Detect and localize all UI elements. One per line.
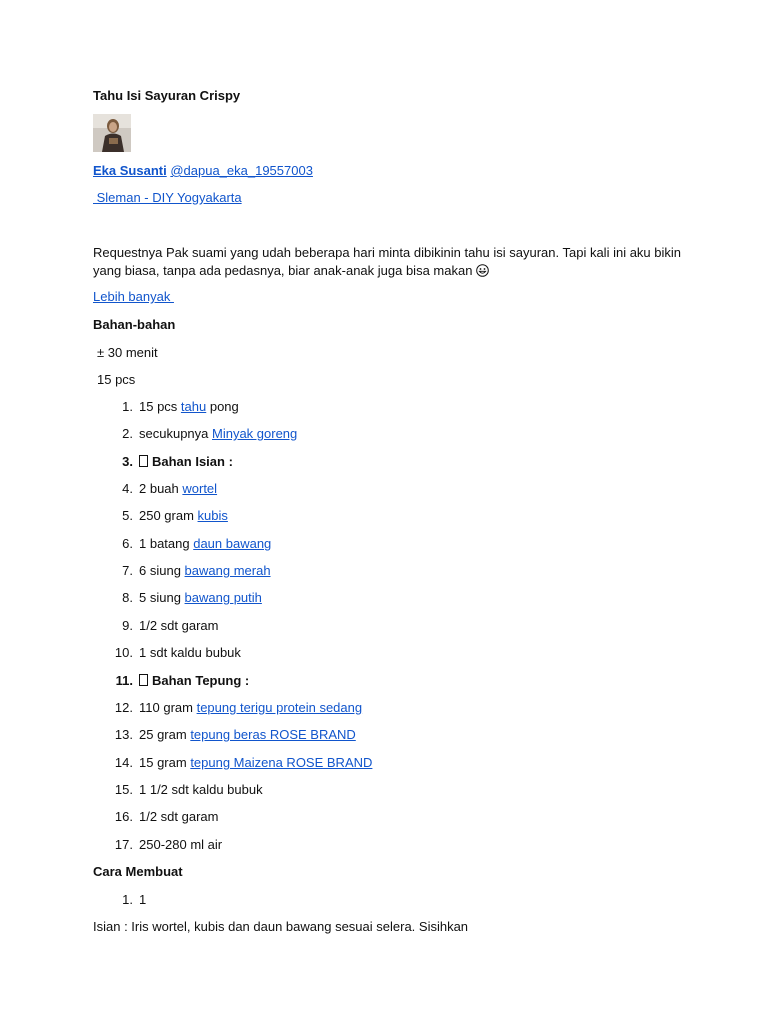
ingredient-item	[93, 644, 241, 662]
author-avatar[interactable]	[93, 114, 131, 152]
ingredient-link[interactable]: kubis	[197, 508, 228, 523]
description-text: Requestnya Pak suami yang udah beberapa hari minta dibikinin tahu isi sayuran. Tapi kali ini aku bikin yang biasa, tanpa ada pedasnya, biar anak-anak juga bisa makan	[93, 245, 681, 278]
ingredient-item	[93, 781, 263, 799]
ingredient-number: 2.	[122, 426, 133, 441]
ingredient-item	[93, 672, 249, 690]
recipe-description	[93, 244, 683, 282]
author-handle-link[interactable]: @dapua_eka_19557003	[170, 163, 313, 178]
ingredient-number: 14.	[114, 755, 133, 770]
location-link[interactable]: Sleman - DIY Yogyakarta	[93, 190, 242, 205]
ingredient-text: 1 1/2 sdt kaldu bubuk	[139, 782, 263, 797]
ingredient-text: 6 siung	[139, 563, 185, 578]
author-location	[93, 189, 242, 207]
ingredient-link[interactable]: wortel	[182, 481, 218, 496]
ingredient-number: 11.	[115, 673, 133, 688]
ingredient-link[interactable]: tepung terigu protein sedang	[196, 700, 363, 715]
ingredient-item	[93, 836, 222, 854]
ingredient-number: 7.	[122, 563, 133, 578]
ingredient-number: 17.	[114, 837, 133, 852]
missing-glyph-box-icon	[139, 455, 148, 467]
step-text: Isian : Iris wortel, kubis dan daun bawang sesuai selera. Sisihkan	[93, 919, 469, 934]
ingredient-number: 8.	[122, 590, 133, 605]
ingredient-text: Bahan Isian :	[152, 454, 233, 469]
ingredient-item	[93, 398, 239, 416]
ingredient-number: 4.	[122, 481, 133, 496]
ingredient-text: Bahan Tepung :	[152, 673, 250, 688]
ingredient-item	[93, 617, 219, 635]
step-item	[93, 891, 146, 909]
ingredient-number: 9.	[122, 618, 133, 633]
ingredient-number: 10.	[114, 645, 133, 660]
grinning-face-icon	[476, 264, 489, 282]
ingredient-item	[93, 726, 356, 744]
ingredient-text: 250-280 ml air	[139, 837, 223, 852]
cook-time: ± 30 menit	[97, 345, 158, 360]
recipe-title: Tahu Isi Sayuran Crispy	[93, 88, 241, 103]
ingredient-number: 6.	[122, 536, 133, 551]
ingredient-item	[93, 754, 372, 772]
step-label: 1	[139, 892, 147, 907]
ingredient-link[interactable]: daun bawang	[193, 536, 272, 551]
ingredient-item	[93, 589, 262, 607]
ingredient-text: 250 gram	[139, 508, 198, 523]
ingredient-item	[93, 562, 271, 580]
ingredient-link[interactable]: tahu	[180, 399, 207, 414]
ingredient-text: 2 buah	[139, 481, 183, 496]
ingredient-item	[93, 535, 271, 553]
ingredient-number: 12.	[114, 700, 133, 715]
author-photo-icon	[93, 114, 131, 152]
ingredient-item	[93, 507, 228, 525]
ingredient-number: 3.	[122, 454, 133, 469]
ingredient-text: 1 batang	[139, 536, 194, 551]
ingredient-suffix: pong	[206, 399, 239, 414]
ingredient-link[interactable]: tepung Maizena ROSE BRAND	[190, 755, 373, 770]
ingredient-text: secukupnya	[139, 426, 212, 441]
ingredient-link[interactable]: bawang putih	[184, 590, 262, 605]
ingredient-text: 15 gram	[139, 755, 191, 770]
ingredient-item	[93, 480, 217, 498]
ingredient-link[interactable]: tepung beras ROSE BRAND	[190, 727, 356, 742]
ingredient-link[interactable]: Minyak goreng	[212, 426, 298, 441]
ingredient-text: 25 gram	[139, 727, 191, 742]
more-link[interactable]: Lebih banyak	[93, 289, 174, 304]
ingredient-item	[93, 425, 297, 443]
author-name-link[interactable]: Eka Susanti	[93, 163, 167, 178]
ingredient-text: 1 sdt kaldu bubuk	[139, 645, 241, 660]
ingredient-number: 1.	[122, 399, 133, 414]
missing-glyph-box-icon	[139, 674, 148, 686]
ingredient-number: 5.	[122, 508, 133, 523]
step-number: 1.	[122, 892, 133, 907]
ingredient-text: 1/2 sdt garam	[139, 618, 219, 633]
ingredient-text: 110 gram	[139, 700, 197, 715]
ingredient-link[interactable]: bawang merah	[184, 563, 271, 578]
ingredient-number: 15.	[114, 782, 133, 797]
ingredient-text: 1/2 sdt garam	[139, 809, 219, 824]
steps-heading: Cara Membuat	[93, 864, 183, 879]
ingredient-item	[93, 699, 362, 717]
ingredients-heading: Bahan-bahan	[93, 317, 176, 332]
ingredient-text: 5 siung	[139, 590, 185, 605]
ingredient-number: 13.	[114, 727, 133, 742]
servings: 15 pcs	[97, 372, 136, 387]
ingredient-item	[93, 808, 219, 826]
ingredient-number: 16.	[114, 809, 133, 824]
author-line	[93, 162, 313, 180]
ingredient-item	[93, 453, 233, 471]
more-link-wrap	[93, 288, 174, 306]
ingredient-text: 15 pcs	[139, 399, 181, 414]
